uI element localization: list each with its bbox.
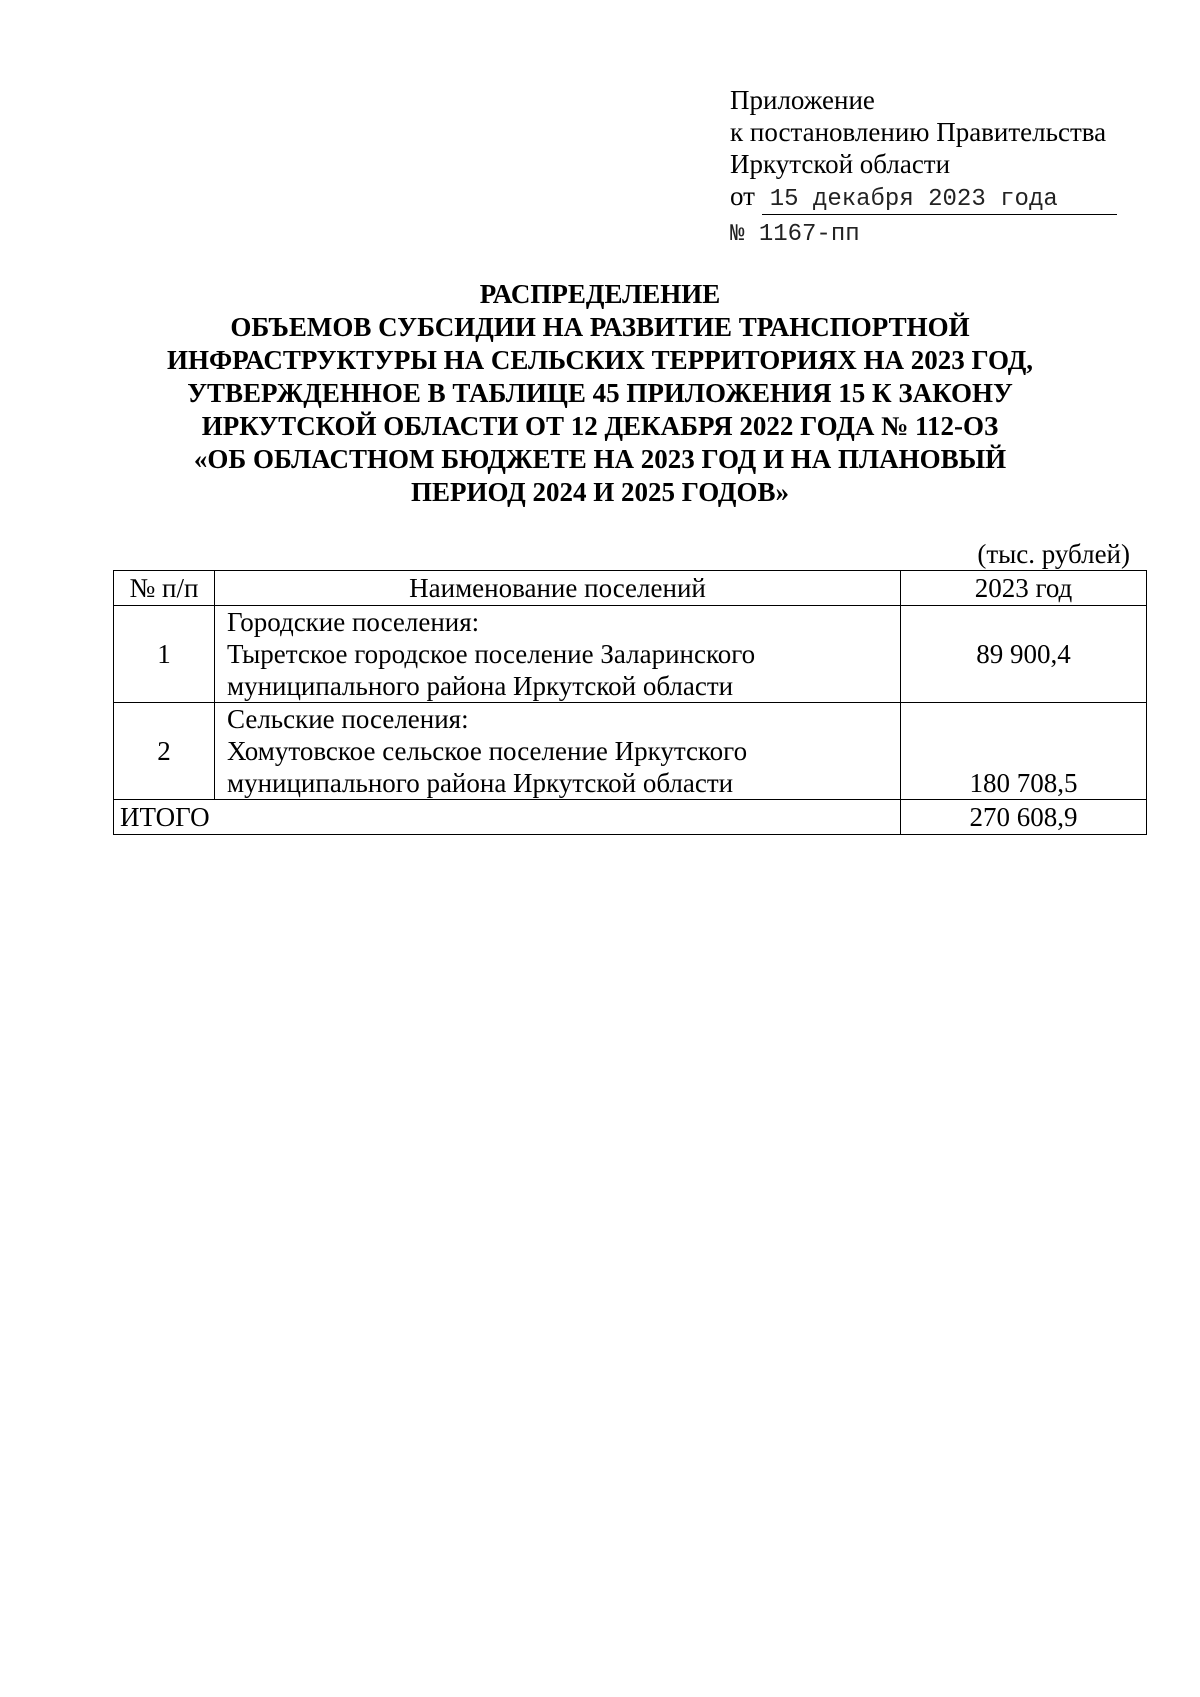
title-line-1: РАСПРЕДЕЛЕНИЕ xyxy=(479,279,721,309)
header-year: 2023 год xyxy=(901,571,1147,606)
title-line-7: ПЕРИОД 2024 И 2025 ГОДОВ» xyxy=(411,477,789,507)
table-total-row xyxy=(114,800,1147,835)
number-prefix: № xyxy=(730,221,745,248)
row-name-line-1: Хомутовское сельское поселение Иркутского xyxy=(227,736,748,766)
row-number xyxy=(114,703,215,800)
row-name-line-1: Тыретское городское поселение Заларинского xyxy=(227,639,756,669)
row-name-line-2: муниципального района Иркутской области xyxy=(227,768,734,798)
appendix-block xyxy=(730,84,1170,251)
table-row xyxy=(114,606,1147,703)
document-title xyxy=(110,278,1090,509)
row-number-value: 2 xyxy=(157,736,171,766)
appendix-line-2: к постановлению Правительства xyxy=(730,117,1107,147)
row-number xyxy=(114,606,215,703)
appendix-line-3: Иркутской области xyxy=(730,149,951,179)
appendix-line-1: Приложение xyxy=(730,85,875,115)
header-number: № п/п xyxy=(114,571,215,606)
row-name-line-2: муниципального района Иркутской области xyxy=(227,671,734,701)
appendix-date-line xyxy=(730,180,1170,215)
appendix-number-line xyxy=(730,219,1170,251)
table-header-row xyxy=(114,571,1147,606)
table-row xyxy=(114,703,1147,800)
total-label: ИТОГО xyxy=(114,800,901,835)
title-line-2: ОБЪЕМОВ СУБСИДИИ НА РАЗВИТИЕ ТРАНСПОРТНОЙ xyxy=(230,312,970,342)
title-line-5: ИРКУТСКОЙ ОБЛАСТИ ОТ 12 ДЕКАБРЯ 2022 ГОДА № 112-ОЗ xyxy=(201,411,999,441)
distribution-table xyxy=(113,570,1147,835)
row-number-value: 1 xyxy=(157,639,171,669)
title-line-3: ИНФРАСТРУКТУРЫ НА СЕЛЬСКИХ ТЕРРИТОРИЯХ НА 2023 ГОД, xyxy=(166,345,1034,375)
date-value: 15 декабря 2023 года xyxy=(762,186,1117,215)
row-name xyxy=(215,606,901,703)
number-value: 1167-пп xyxy=(758,221,860,248)
row-value xyxy=(901,703,1147,800)
date-prefix: от xyxy=(730,181,755,211)
row-group: Городские поселения: xyxy=(227,607,480,637)
unit-label: (тыс. рублей) xyxy=(977,539,1130,569)
row-value-text: 89 900,4 xyxy=(976,639,1071,669)
row-name xyxy=(215,703,901,800)
title-line-4: УТВЕРЖДЕННОЕ В ТАБЛИЦЕ 45 ПРИЛОЖЕНИЯ 15 К ЗАКОНУ xyxy=(187,378,1013,408)
title-line-6: «ОБ ОБЛАСТНОМ БЮДЖЕТЕ НА 2023 ГОД И НА ПЛАНОВЫЙ xyxy=(193,444,1007,474)
row-value xyxy=(901,606,1147,703)
total-value: 270 608,9 xyxy=(901,800,1147,835)
row-value-text: 180 708,5 xyxy=(969,768,1078,798)
header-name: Наименование поселений xyxy=(215,571,901,606)
row-group: Сельские поселения: xyxy=(227,704,469,734)
